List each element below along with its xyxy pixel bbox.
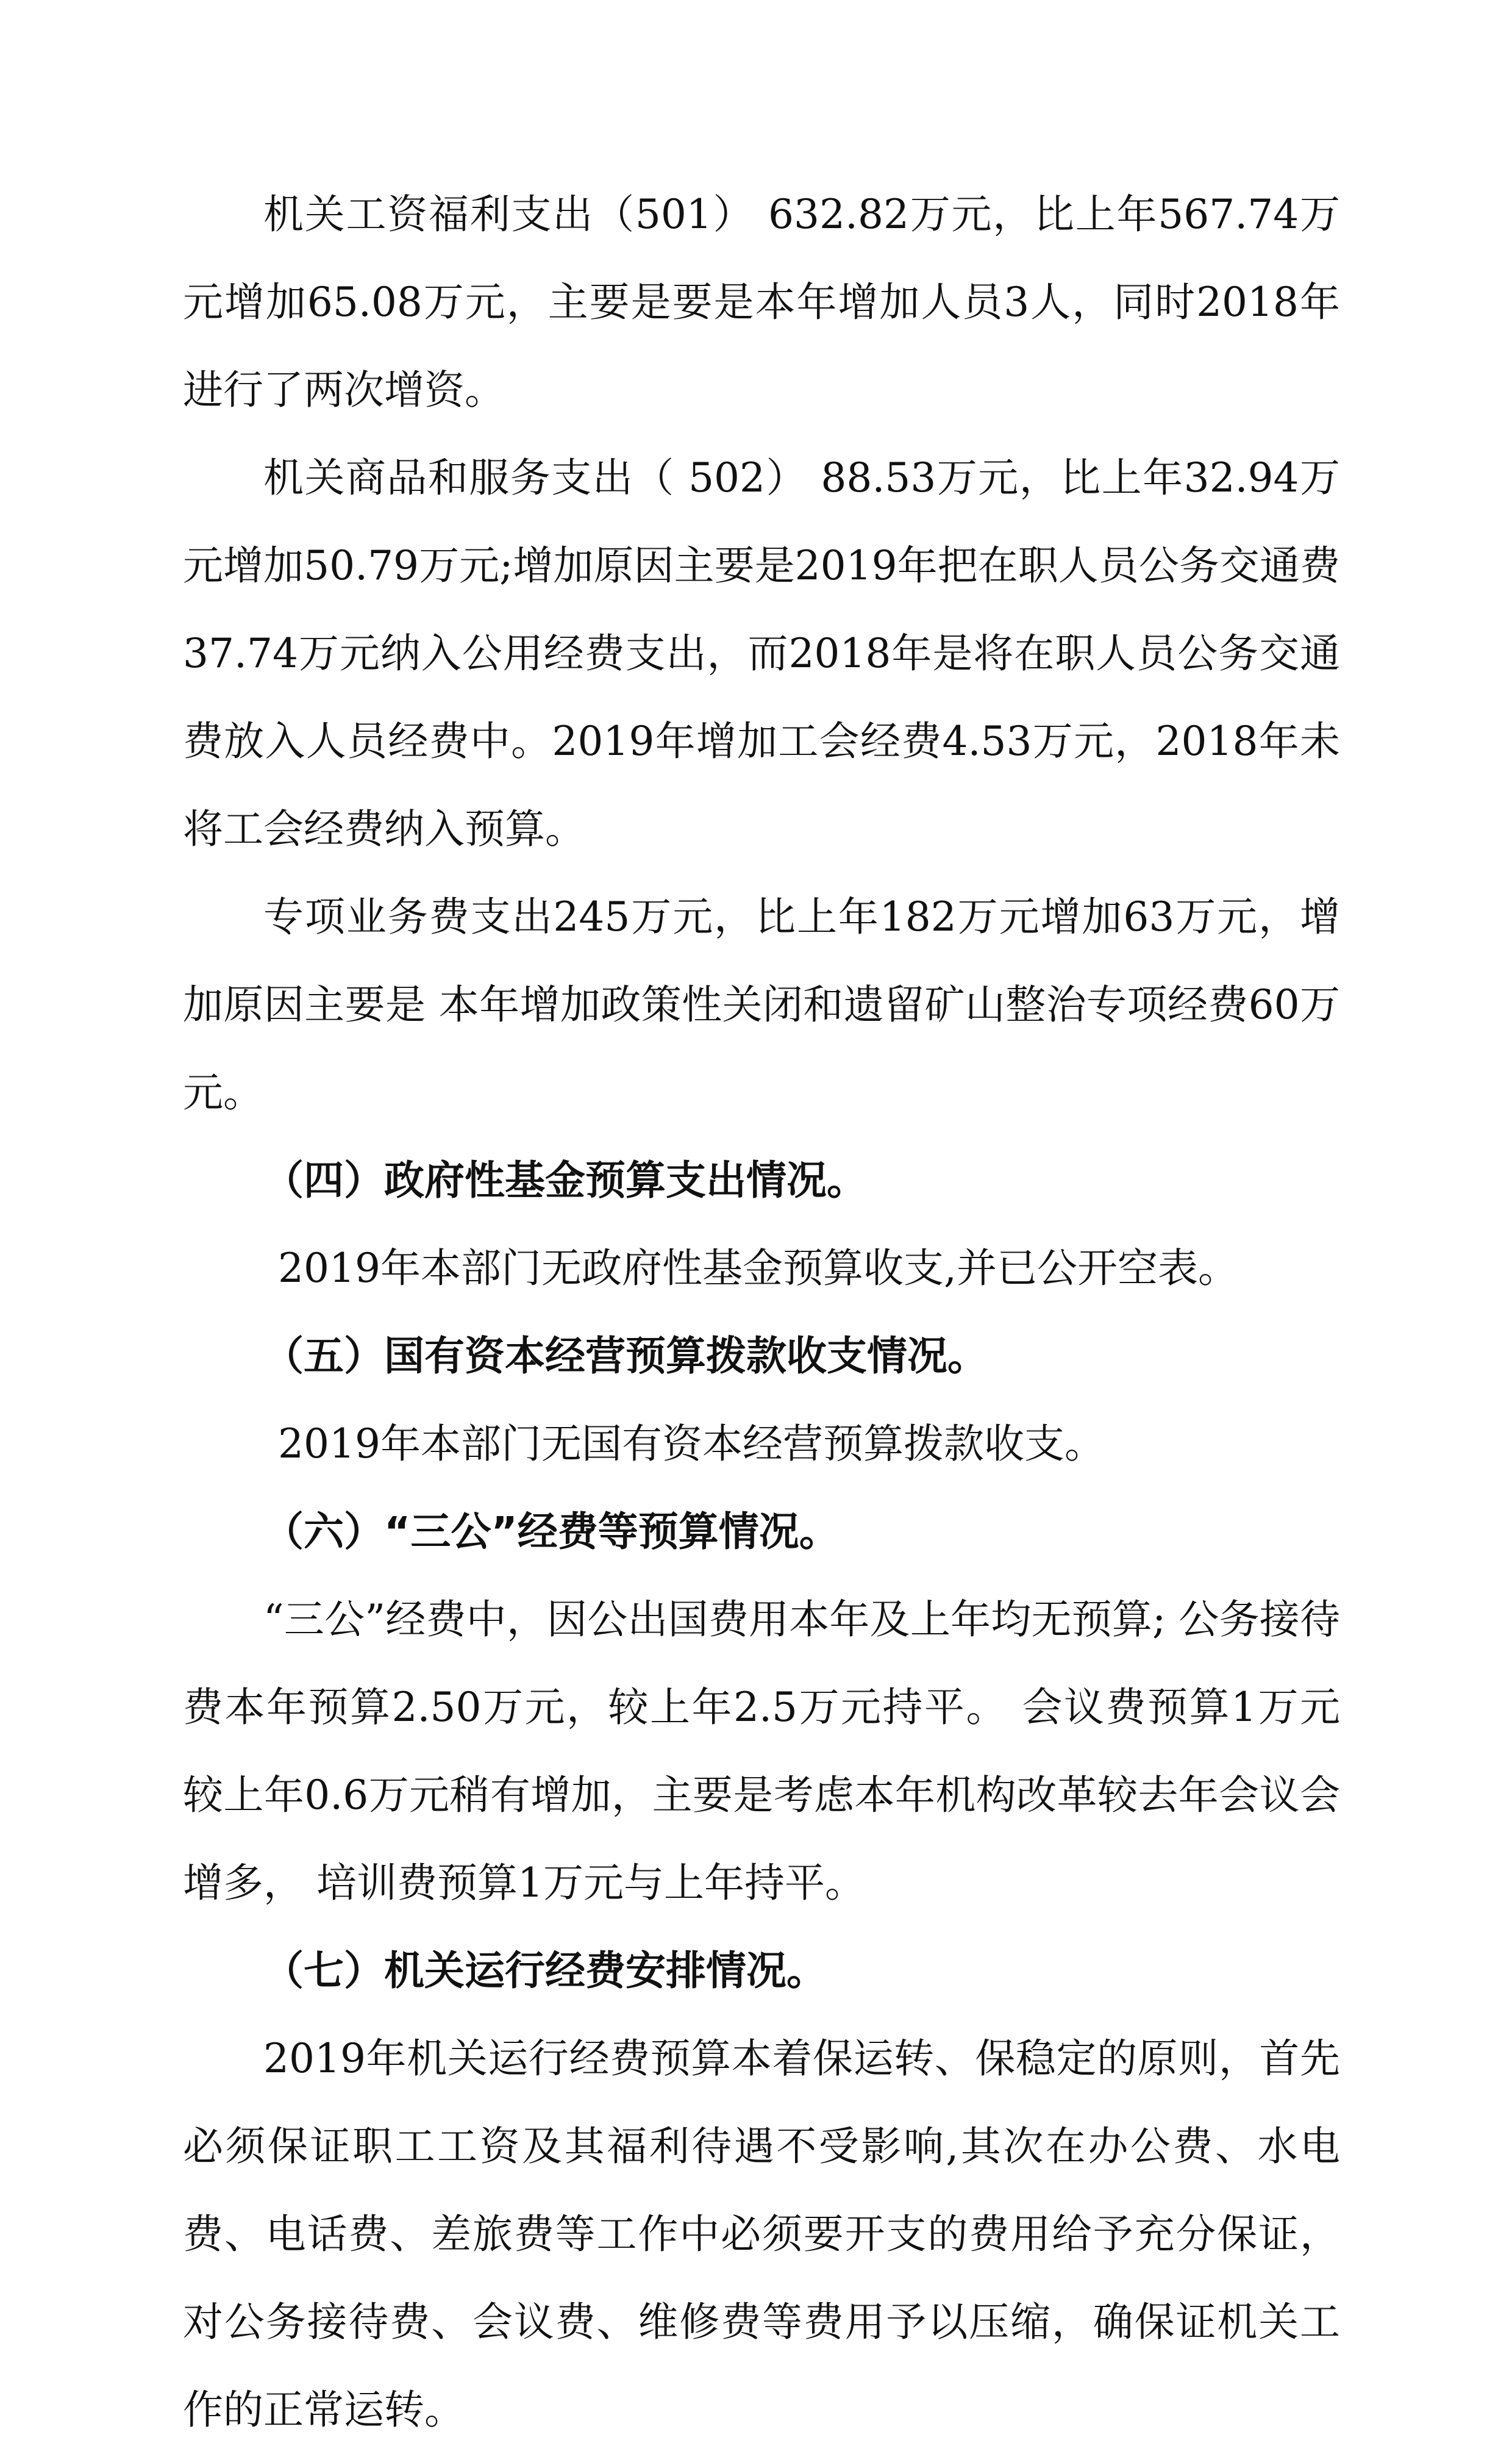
- heading-operating-funds: （七）机关运行经费安排情况。: [263, 1947, 827, 1994]
- paragraph-state-capital: 2019年本部门无国有资本经营预算拨款收支。: [278, 1420, 1105, 1467]
- heading-three-public: （六）“三公”经费等预算情况。: [263, 1508, 840, 1555]
- paragraph-special-business: 专项业务费支出245万元，比上年182万元增加63万元，增加原因主要是 本年增加政策性关闭和遗留矿山整治专项经费60万元。: [183, 893, 1340, 1116]
- paragraph-goods-services: 机关商品和服务支出（ 502） 88.53万元，比上年32.94万元增加50.79万元;增加原因主要是2019年把在职人员公务交通费37.74万元纳入公用经费支出，而2018年是将在职人员公务交通费放入人员经费中。2019年增加工会经费4.53万元，2018年未将工会经费纳入预算。: [183, 454, 1340, 853]
- paragraph-wage-welfare: 机关工资福利支出（501） 632.82万元，比上年567.74万元增加65.08万元，主要是要是本年增加人员3人，同时2018年进行了两次增资。: [183, 191, 1340, 413]
- paragraph-government-fund: 2019年本部门无政府性基金预算收支,并已公开空表。: [278, 1245, 1238, 1292]
- paragraph-three-public: “三公”经费中，因公出国费用本年及上年均无预算; 公务接待费本年预算2.50万元，较上年2.5万元持平。 会议费预算1万元较上年0.6万元稍有增加，主要是考虑本年机构改革较去年会议会增多， 培训费预算1万元与上年持平。: [183, 1596, 1340, 1906]
- heading-government-fund: （四）政府性基金预算支出情况。: [263, 1157, 867, 1204]
- paragraph-operating-funds: 2019年机关运行经费预算本着保运转、保稳定的原则，首先必须保证职工工资及其福利待遇不受影响,其次在办公费、水电费、电话费、差旅费等工作中必须要开支的费用给予充分保证，对公务接待费、会议费、维修费等费用予以压缩，确保证机关工作的正常运转。: [183, 2035, 1340, 2433]
- heading-state-capital: （五）国有资本经营预算拨款收支情况。: [263, 1333, 988, 1379]
